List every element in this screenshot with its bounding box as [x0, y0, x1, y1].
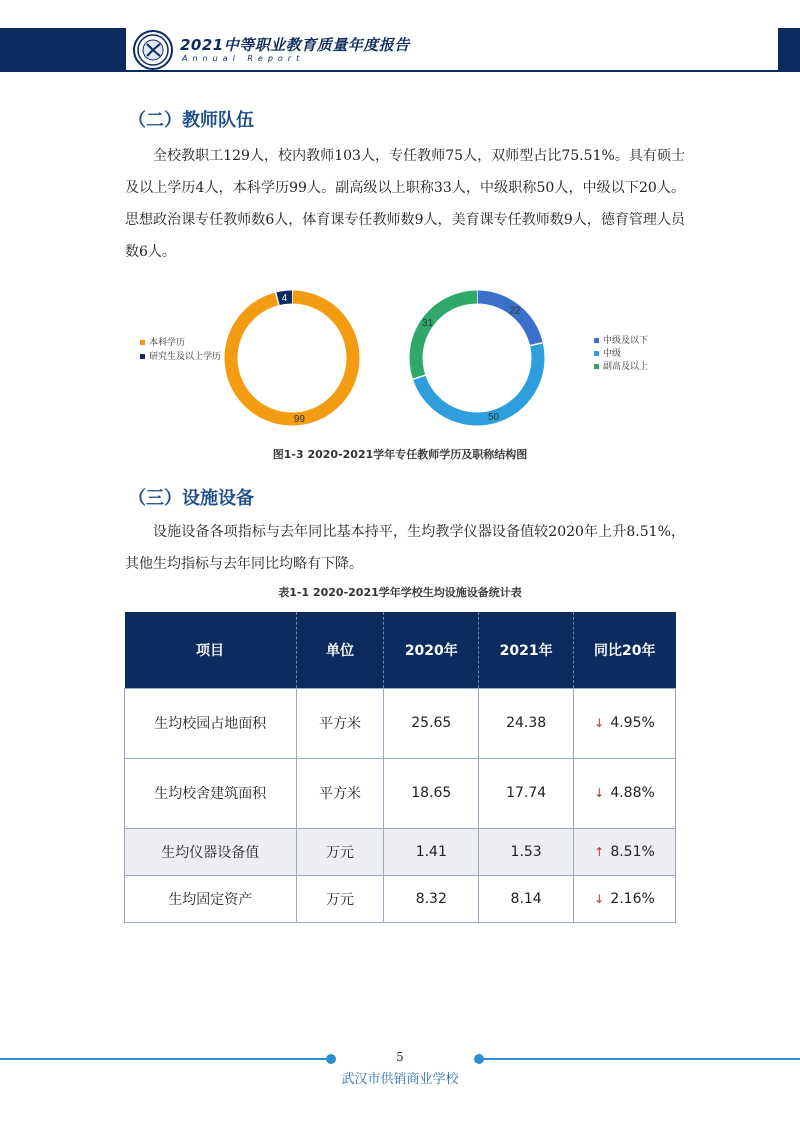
cell-item: 生均仪器设备值 — [125, 828, 297, 875]
education-legend — [140, 336, 221, 362]
cell-2020: 25.65 — [384, 688, 479, 758]
cell-2021: 1.53 — [479, 828, 574, 875]
school-logo — [133, 30, 173, 70]
section-title-teachers: （二）教师队伍 — [128, 110, 254, 131]
legend-swatch — [594, 338, 599, 343]
header-rule — [126, 70, 778, 72]
cell-unit: 万元 — [296, 875, 384, 922]
cell-2021: 24.38 — [479, 688, 574, 758]
cell-change — [574, 688, 676, 758]
col-header-unit: 单位 — [296, 612, 384, 688]
education-donut-chart — [231, 291, 353, 426]
change-value: 4.95% — [610, 715, 655, 731]
cell-change — [574, 758, 676, 828]
cell-2020: 8.32 — [384, 875, 479, 922]
cell-item: 生均校舍建筑面积 — [125, 758, 297, 828]
school-name: 武汉市供销商业学校 — [341, 1072, 459, 1087]
school-emblem-icon — [136, 33, 170, 67]
legend-label: 本科学历 — [149, 338, 186, 348]
legend-label: 中级及以下 — [603, 336, 649, 346]
teachers-paragraph: 全校教职工129人，校内教师103人，专任教师75人，双师型占比75.51%。具有硕士及以上学历4人，本科学历99人。副高级以上职称33人，中级职称50人，中级以下20人。思想政治课专任教师数6人，体育课专任教师数9人，美育课专任教师数9人，德育管理人员数6人。 — [125, 148, 685, 260]
donut-slice — [416, 297, 477, 377]
slice-data-label: 31 — [421, 317, 434, 329]
title-donut-chart — [413, 291, 543, 424]
cell-unit: 万元 — [296, 828, 384, 875]
section-title-facilities: （三）设施设备 — [128, 488, 254, 509]
cell-item: 生均固定资产 — [125, 875, 297, 922]
slice-data-label: 22 — [509, 305, 521, 317]
donut-slice — [477, 297, 536, 344]
table-row — [125, 758, 676, 828]
cell-2021: 8.14 — [479, 875, 574, 922]
report-subtitle: Annual Report — [182, 54, 305, 63]
cell-2021: 17.74 — [479, 758, 574, 828]
arrow-down-icon: ↓ — [594, 891, 605, 906]
cell-change — [574, 828, 676, 875]
slice-data-label: 4 — [281, 292, 288, 304]
cell-2020: 18.65 — [384, 758, 479, 828]
header-bar-right — [778, 28, 800, 72]
slice-data-label: 99 — [293, 414, 305, 426]
change-value: 4.88% — [610, 785, 655, 801]
table-row — [125, 875, 676, 922]
col-header-2020: 2020年 — [384, 612, 479, 688]
legend-label: 副高及以上 — [603, 362, 649, 372]
legend-swatch — [140, 354, 145, 359]
facilities-table — [124, 612, 676, 923]
arrow-up-icon: ↑ — [594, 844, 605, 859]
cell-2020: 1.41 — [384, 828, 479, 875]
col-header-2021: 2021年 — [479, 612, 574, 688]
figure-caption: 图1-3 2020-2021学年专任教师学历及职称结构图 — [272, 448, 528, 461]
cell-change — [574, 875, 676, 922]
cell-item: 生均校园占地面积 — [125, 688, 297, 758]
table-header-row — [125, 612, 676, 688]
table-row — [125, 688, 676, 758]
change-value: 8.51% — [610, 843, 655, 860]
table-caption: 表1-1 2020-2021学年学校生均设施设备统计表 — [278, 586, 522, 599]
report-title: 2021中等职业教育质量年度报告 — [180, 36, 410, 54]
legend-swatch — [594, 351, 599, 356]
legend-label: 中级 — [603, 349, 622, 359]
col-header-change: 同比20年 — [574, 612, 676, 688]
cell-unit: 平方米 — [296, 758, 384, 828]
page-number: 5 — [396, 1050, 404, 1064]
cell-unit: 平方米 — [296, 688, 384, 758]
change-value: 2.16% — [610, 890, 655, 907]
title-legend — [594, 334, 648, 372]
legend-label: 研究生及以上学历 — [149, 352, 222, 362]
arrow-down-icon: ↓ — [594, 716, 605, 730]
col-header-item: 项目 — [125, 612, 297, 688]
teacher-structure-charts — [130, 280, 670, 436]
facilities-paragraph: 设施设备各项指标与去年同比基本持平，生均教学仪器设备值较2020年上升8.51%，其他生均指标与去年同比均略有下降。 — [125, 524, 685, 572]
donut-slice — [419, 344, 538, 419]
header-bar-left — [0, 28, 126, 72]
legend-swatch — [140, 340, 145, 345]
table-row — [125, 828, 676, 875]
slice-data-label: 50 — [487, 412, 500, 424]
legend-swatch — [594, 364, 599, 369]
donut-slice — [231, 297, 353, 419]
arrow-down-icon: ↓ — [594, 786, 605, 800]
